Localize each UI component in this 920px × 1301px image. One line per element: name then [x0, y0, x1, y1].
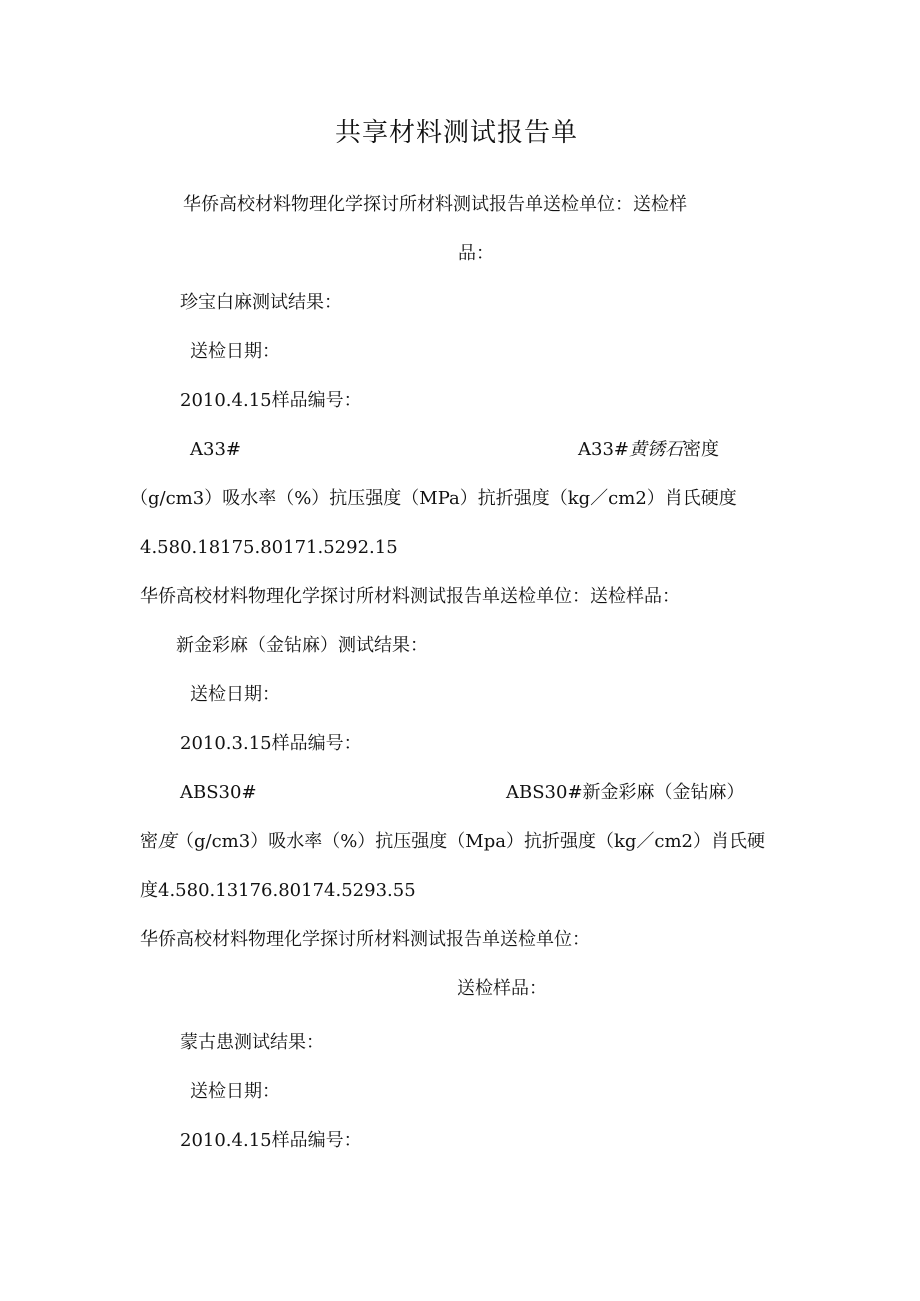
section2-props-rest: （g/cm3）吸水率（%）抗压强度（Mpa）抗折强度（kg／cm2）肖氏硬	[176, 831, 766, 852]
section3-header: 华侨高校材料物理化学探讨所材料测试报告单送检单位：	[140, 929, 590, 950]
section1-code-right-italic: 黄锈石	[629, 439, 683, 460]
section2-code-left: ABS30#	[180, 782, 257, 803]
section2-props	[140, 833, 765, 851]
section1-header-line1: 华侨高校材料物理化学探讨所材料测试报告单送检单位：送检样	[183, 194, 687, 215]
section3-sample-label: 送检样品：	[457, 978, 547, 999]
section1-code-right-suffix: 密度	[683, 439, 719, 460]
section1-result-label: 珍宝白麻测试结果：	[180, 292, 342, 313]
section2-values: 度4.580.13176.80174.5293.55	[140, 880, 416, 901]
section2-date-sample: 2010.3.15样品编号：	[180, 733, 362, 754]
section3-date-label: 送检日期：	[190, 1081, 280, 1102]
section1-date-sample: 2010.4.15样品编号：	[180, 390, 362, 411]
section2-props-italic: 度	[158, 831, 176, 852]
section2-code-right: ABS30#新金彩麻（金钻麻）	[506, 782, 745, 803]
section1-values: 4.580.18175.80171.5292.15	[140, 537, 398, 558]
section1-code-left: A33#	[190, 439, 241, 460]
document-title: 共享材料测试报告单	[335, 118, 579, 148]
section2-props-prefix: 密	[140, 831, 158, 852]
section2-header: 华侨高校材料物理化学探讨所材料测试报告单送检单位：送检样品：	[140, 586, 680, 607]
section2-result-label: 新金彩麻（金钻麻）测试结果：	[176, 635, 428, 656]
section2-date-label: 送检日期：	[190, 684, 280, 705]
section1-code-right	[578, 441, 719, 459]
section3-result-label: 蒙古患测试结果：	[180, 1032, 324, 1053]
section1-props: （g/cm3）吸水率（%）抗压强度（MPa）抗折强度（kg／cm2）肖氏硬度	[130, 488, 737, 509]
section1-header-line2: 品：	[458, 243, 494, 264]
section1-code-right-prefix: A33#	[578, 439, 629, 460]
section1-date-label: 送检日期：	[190, 341, 280, 362]
section3-date-sample: 2010.4.15样品编号：	[180, 1130, 362, 1151]
